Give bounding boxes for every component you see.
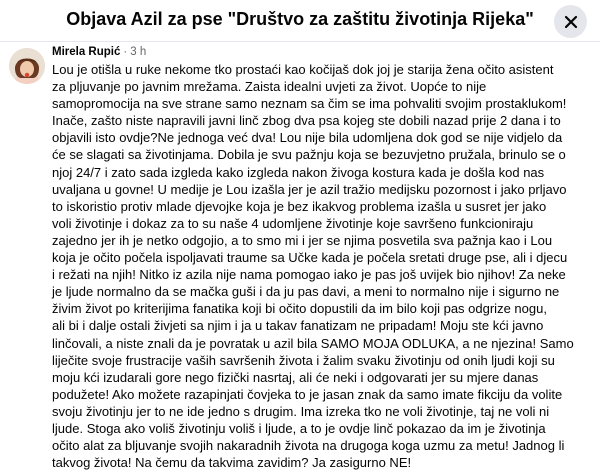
comment-text-line: i režati na njih! Nitko iz azila nije nama pomogao iako je pas još uvijek bio njihov! Za neke (52, 267, 566, 283)
dialog-title: Objava Azil za pse "Društvo za zaštitu životinja Rijeka" (66, 9, 534, 29)
avatar[interactable] (9, 48, 45, 84)
comment-text-line: voli životinje i dokaz za to su naše 4 udomljene životinje koje savršeno funkcioniraju (52, 215, 534, 231)
comment-text-line: njoj 24/7 i zato sada izgleda kako izgleda nakon živoga kostura kada je došla kod nas (52, 164, 545, 180)
comment-text-line: zajedno jer ih je netko odgojio, a to smo mi i jer se njima posvetila sva pažnja kao i Lou (52, 232, 553, 248)
comment-text-line: Inače, zašto niste napravili javni linč zbog dva psa kojeg ste dobili nazad prije 2 dana i to (52, 113, 561, 129)
comment-text-line: za pljuvanje po javnim mrežama. Zaista idealni uvjeti za život. Uopće to nije (52, 79, 487, 95)
comment-text-line: Lou je otišla u ruke nekome tko prostaći kao kočijaš dok joj je starija žena očito asistent (52, 62, 554, 77)
author-name[interactable]: Mirela Rupić (52, 46, 121, 58)
comment-text-line: živim život po kriterijima fanatika koji bi očito dopustili da im bilo koji pas odgrize nogu, (52, 301, 547, 317)
comment-text-line: to iskoristio protiv mlade djevojke koja je bez ikakvog problema izašla u susret jer jako (52, 198, 547, 214)
close-button[interactable] (554, 5, 587, 38)
comment-text-line: samopromocija na sve strane samo neznam sa čim se ima pohvaliti svojim prostaklukom! (52, 96, 567, 112)
comment-text-line: je ljude normalno da se mačka guši i da ju pas davi, a meni to normalno nije i sigurno ne (52, 284, 560, 300)
comment-text-line: će se slagati sa životinjama. Dobila je svu pažnju koja se bezuvjetno pružala, brinulo se o (52, 147, 566, 163)
comment-text-line: linčovali, a niste znali da je povratak u azil bila SAMO MOJA ODLUKA, a ne njezina! Samo (52, 335, 574, 351)
comment-text-line: uvaljana u govne! U medije je Lou izašla jer je azil tražio medijsku pozornost i jako prljavo (52, 181, 567, 197)
comment-text-line: objavili isto ovdje?Ne jednoga već dva! Lou nije bila udomljena dok god se nije vidjelo da (52, 130, 563, 146)
comment-meta (52, 46, 146, 58)
comment-text (52, 61, 580, 471)
comment-text-line: očito alat za bljuvanje svojih nakaradnih života na drugoga koga uzmu za metu! Jadnog li (52, 438, 565, 454)
comment-text-line: svoju životinju jer to ne ide jedno s drugim. Ima izreka tko ne voli životinje, taj ne voli ni (52, 403, 550, 419)
comment-time[interactable]: 3 h (130, 46, 147, 58)
comment-text-line: liječite svoje frustracije vaših savršenih života i žalim svaku životinju od onih ljudi koji su (52, 352, 555, 368)
comment-text-line: koja je očito počela ispoljavati traume sa Učke kada je počela sretati druge pse, ali i djecu (52, 250, 568, 266)
comment-text-line: ali bi i dalje ostali živjeti sa njim i ja u takav fanatizam ne pripadam! Moju ste kći javno (52, 318, 544, 334)
comment-text-line: podužete! Ako možete razapinjati čovjeka to je jasan znak da samo imate fikciju da volite (52, 386, 563, 402)
close-icon (564, 15, 578, 29)
comment-text-line: takvog života! Na čemu da takvima zavidim? Ja zasigurno NE! (52, 455, 412, 471)
comment-text-line: ljude. Stoga ako voliš životinju voliš i ljude, a to je ovdje linč pokazao da im je životinja (52, 420, 546, 436)
meta-separator: · (123, 46, 128, 58)
comment-text-line: moju kći izudarali gore nego fizički nasrtaj, ali će neki i odgovarati jer su mjere danas (52, 369, 539, 385)
avatar-photo (9, 48, 45, 84)
dialog-header (0, 0, 600, 42)
